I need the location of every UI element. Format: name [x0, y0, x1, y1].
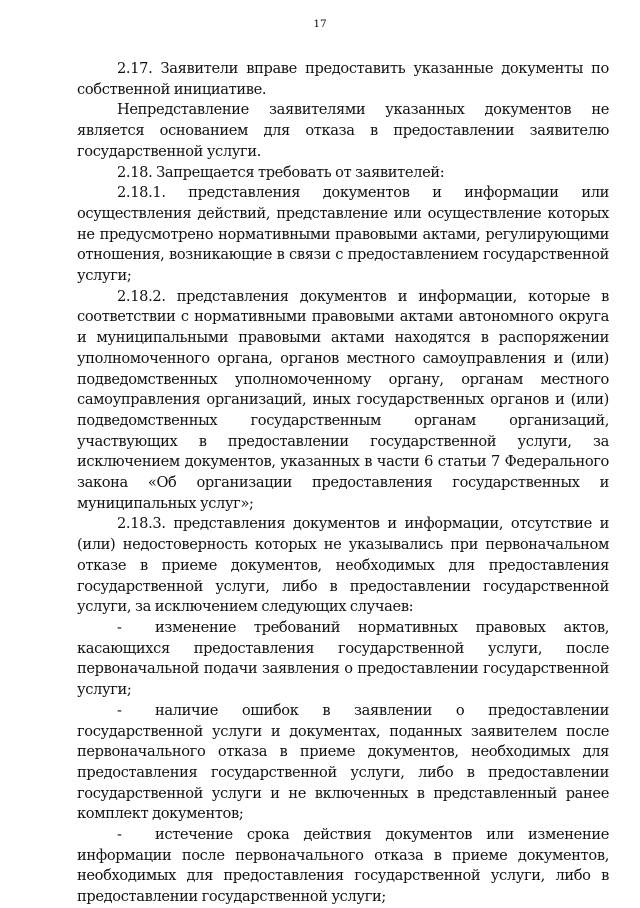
page-number: 17 [313, 18, 327, 30]
paragraph-non-submission: Непредставление заявителями указанных документов не является основанием для отказа в предоставлении заявителю государственной услуги. [77, 101, 609, 160]
paragraph-2-18-3: 2.18.3. представления документов и информации, отсутствие и (или) недостоверность которых не указывались при первоначальном отказе в приеме документов, необходимых для предоставления государственной услуги, либо в предоставлении государственной услуги, за исключением следующих случаев: [77, 515, 609, 616]
list-item-dash [77, 618, 609, 701]
list-item-dash [77, 825, 609, 908]
list-item-dash [77, 701, 609, 825]
dash-marker: - [117, 701, 122, 719]
document-body [77, 59, 609, 908]
paragraph-2-18-2: 2.18.2. представления документов и информации, которые в соответствии с нормативными правовыми актами автономного округа и муниципальными правовыми актами находятся в распоряжении уполномоченного органа, органов местного самоуправления и (или) подведомственных уполномоченному органу, органам местного самоуправления организаций, иных государственных органов и (или) подведомственных государственным органам организаций, участвующих в предоставлении государственной услуги, за исключением документов, указанных в части 6 статьи 7 Федерального закона «Об организации предоставления государственных и муниципальных услуг»; [77, 287, 609, 512]
paragraph-2-18-1: 2.18.1. представления документов и информации или осуществления действий, представление или осуществление которых не предусмотрено нормативными правовыми актами, регулирующими отношения, возникающие в связи с предоставлением государственной услуги; [77, 184, 609, 285]
list-item-text: наличие ошибок в заявлении о предоставлении государственной услуги и документах, поданных заявителем после первоначального отказа в приеме документов, необходимых для предоставления государственной услуги, либо в предоставлении государственной услуги и не включенных в представленный ранее комплект документов; [77, 701, 609, 823]
paragraph-2-18: 2.18. Запрещается требовать от заявителей: [117, 163, 445, 181]
list-item-text: истечение срока действия документов или изменение информации после первоначального отказа в приеме документов, необходимых для предоставления государственной услуги, либо в предоставлении государственной услуги; [77, 826, 609, 906]
paragraph-2-17: 2.17. Заявители вправе предоставить указанные документы по собственной инициативе. [77, 60, 609, 98]
list-item-text: изменение требований нормативных правовых актов, касающихся предоставления государственной услуги, после первоначальной подачи заявления о предоставлении государственной услуги; [77, 618, 609, 699]
dash-marker: - [117, 618, 122, 636]
dash-marker: - [117, 826, 122, 844]
